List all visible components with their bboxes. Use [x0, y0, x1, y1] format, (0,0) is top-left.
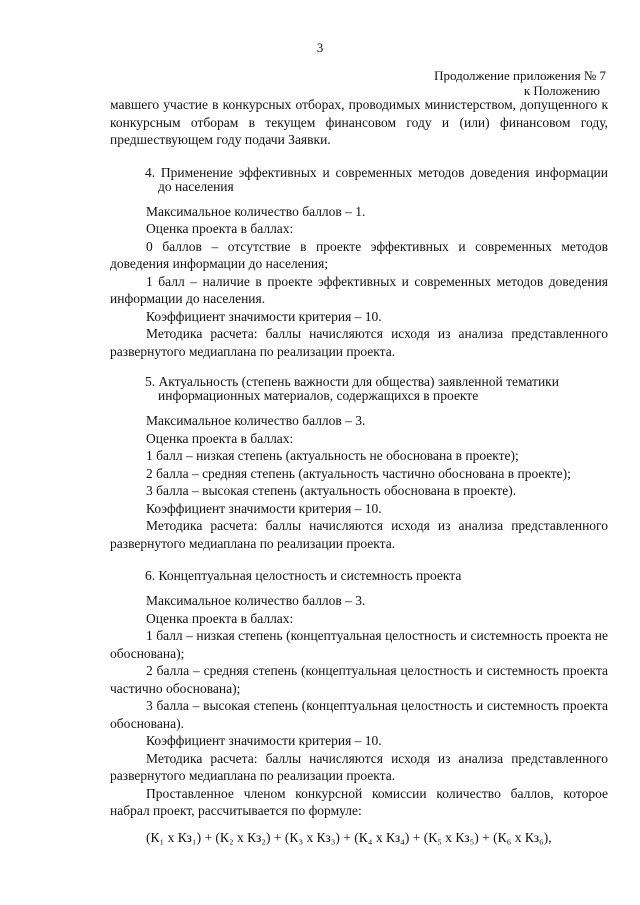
section-6-item: 1 балл – низкая степень (концептуальная целостность и системность проекта не обоснована);	[110, 628, 608, 661]
section-6-item: 2 балла – средняя степень (концептуальная целостность и системность проекта частично обоснована);	[110, 663, 608, 696]
section-5-heading: 5. Актуальность (степень важности для общества) заявленной тематики информационных материалов, содержащихся в проекте	[145, 374, 559, 403]
section-5-eval-label: Оценка проекта в баллах:	[146, 430, 294, 446]
formula-intro: Проставленное членом конкурсной комиссии количество баллов, которое набрал проект, рассчитывается по формуле:	[110, 785, 608, 818]
section-5-max-score: Максимальное количество баллов – 3.	[146, 413, 366, 428]
appendix-header-line2: к Положению	[523, 83, 600, 98]
section-4-max-score: Максимальное количество баллов – 1.	[146, 203, 366, 219]
section-6-method: Методика расчета: баллы начисляются исходя из анализа представленного развернутого медиаплана по реализации проекта.	[110, 750, 608, 783]
section-4-coefficient: Коэффициент значимости критерия – 10.	[146, 308, 382, 324]
section-5-item: 1 балл – низкая степень (актуальность не обоснована в проекте);	[146, 448, 519, 463]
section-6-heading: 6. Концептуальная целостность и системность проекта	[145, 568, 462, 583]
section-6-item: 3 балла – высокая степень (концептуальная целостность и системность проекта обоснована).	[110, 698, 608, 731]
score-formula: (К₁ х Кз₁) + (К₂ х Кз₂) + (К₃ х Кз₃) + (К₄ х Кз₄) + (К₅ х Кз₅) + (К₆ х Кз₆),	[146, 829, 552, 845]
section-5-item: 2 балла – средняя степень (актуальность частично обоснована в проекте);	[146, 465, 571, 481]
page-number: 3	[316, 40, 324, 55]
section-5-item: 3 балла – высокая степень (актуальность обоснована в проекте).	[146, 483, 517, 498]
section-5-coefficient: Коэффициент значимости критерия – 10.	[146, 500, 382, 516]
section-4-method: Методика расчета: баллы начисляются исходя из анализа представленного развернутого медиаплана по реализации проекта.	[110, 326, 608, 359]
section-4-item: 1 балл – наличие в проекте эффективных и современных методов доведения информации до населения.	[110, 273, 608, 306]
section-6-eval-label: Оценка проекта в баллах:	[146, 610, 294, 626]
section-5-method: Методика расчета: баллы начисляются исходя из анализа представленного развернутого медиаплана по реализации проекта.	[110, 518, 608, 551]
section-6-max-score: Максимальное количество баллов – 3.	[146, 593, 366, 608]
intro-paragraph: мавшего участие в конкурсных отборах, проводимых министерством, допущенного к конкурсным отборам в текущем финансовом году и (или) финансовом году, предшествующем году подачи Заявки.	[110, 97, 608, 147]
appendix-header-line1: Продолжение приложения № 7	[434, 68, 606, 83]
section-4-item: 0 баллов – отсутствие в проекте эффективных и современных методов доведения информации до населения;	[110, 238, 608, 271]
section-4-eval-label: Оценка проекта в баллах:	[146, 221, 294, 236]
document-body	[110, 96, 608, 846]
section-4-heading: 4. Применение эффективных и современных методов доведения информации до населения	[145, 164, 608, 194]
section-6-coefficient: Коэффициент значимости критерия – 10.	[146, 733, 382, 748]
